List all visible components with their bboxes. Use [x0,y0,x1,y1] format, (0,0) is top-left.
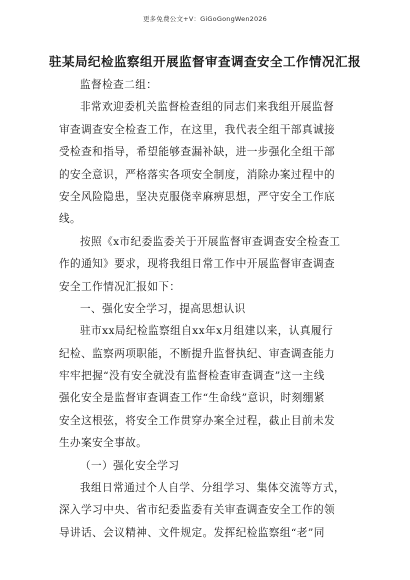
paragraph-line: 深入学习中央、省市纪委监委有关审查调查安全工作的领 [59,504,336,517]
paragraph-line: 安全工作情况汇报如下： [59,280,181,293]
paragraph-line: 的安全意识，严格落实各项安全制度，消除办案过程中的 [59,168,336,181]
paragraph-line: 监督检查二组： [80,79,158,91]
paragraph-line: 生办案安全事故。 [59,437,148,450]
paragraph-line: 作的通知》要求，现将我组日常工作中开展监督审查调查 [59,258,336,271]
subsection-heading: （一）强化安全学习 [80,459,180,472]
paragraph-line: 我组日常通过个人自学、分组学习、集体交流等方式， [80,482,346,495]
section-heading: 一、强化安全学习，提高思想认识 [80,302,246,315]
paragraph-line: 驻市xx局纪检监察组自xx年x月组建以来，认真履行 [80,325,333,338]
paragraph-line: 受检查和指导，希望能够查漏补缺，进一步强化全组干部 [59,146,336,159]
paragraph-line: 安全风险隐患，坚决克服侥幸麻痹思想，严守安全工作底 [59,190,336,203]
document-title: 驻某局纪检监察组开展监督审查调查安全工作情况汇报 [48,54,361,69]
paragraph-line: 安全这根弦，将安全工作贯穿办案全过程，截止目前未发 [59,414,336,427]
paragraph-line: 导讲话、会议精神、文件规定。发挥纪检监察组“老”同 [59,526,325,539]
paragraph-line: 牢牢把握“没有安全就没有监督检查审查调查”这一主线 [59,370,325,383]
paragraph-line: 线。 [59,213,82,226]
paragraph-line: 审查调查安全检查工作，在这里，我代表全组干部真诚接 [59,123,336,136]
paragraph-line: 强化安全是监督审查调查工作“生命线”意识，时刻绷紧 [59,392,325,405]
watermark-text: 更多免费公文+V：GiGoGongWen2026 [142,15,267,23]
document-body [59,74,355,544]
paragraph-line: 纪检、监察两项职能，不断提升监督执纪、审查调查能力 [59,347,336,360]
paragraph-line: 非常欢迎委机关监督检查组的同志们来我组开展监督 [80,101,335,114]
paragraph-line: 按照《x市纪委监委关于开展监督审查调查安全检查工 [80,235,341,248]
